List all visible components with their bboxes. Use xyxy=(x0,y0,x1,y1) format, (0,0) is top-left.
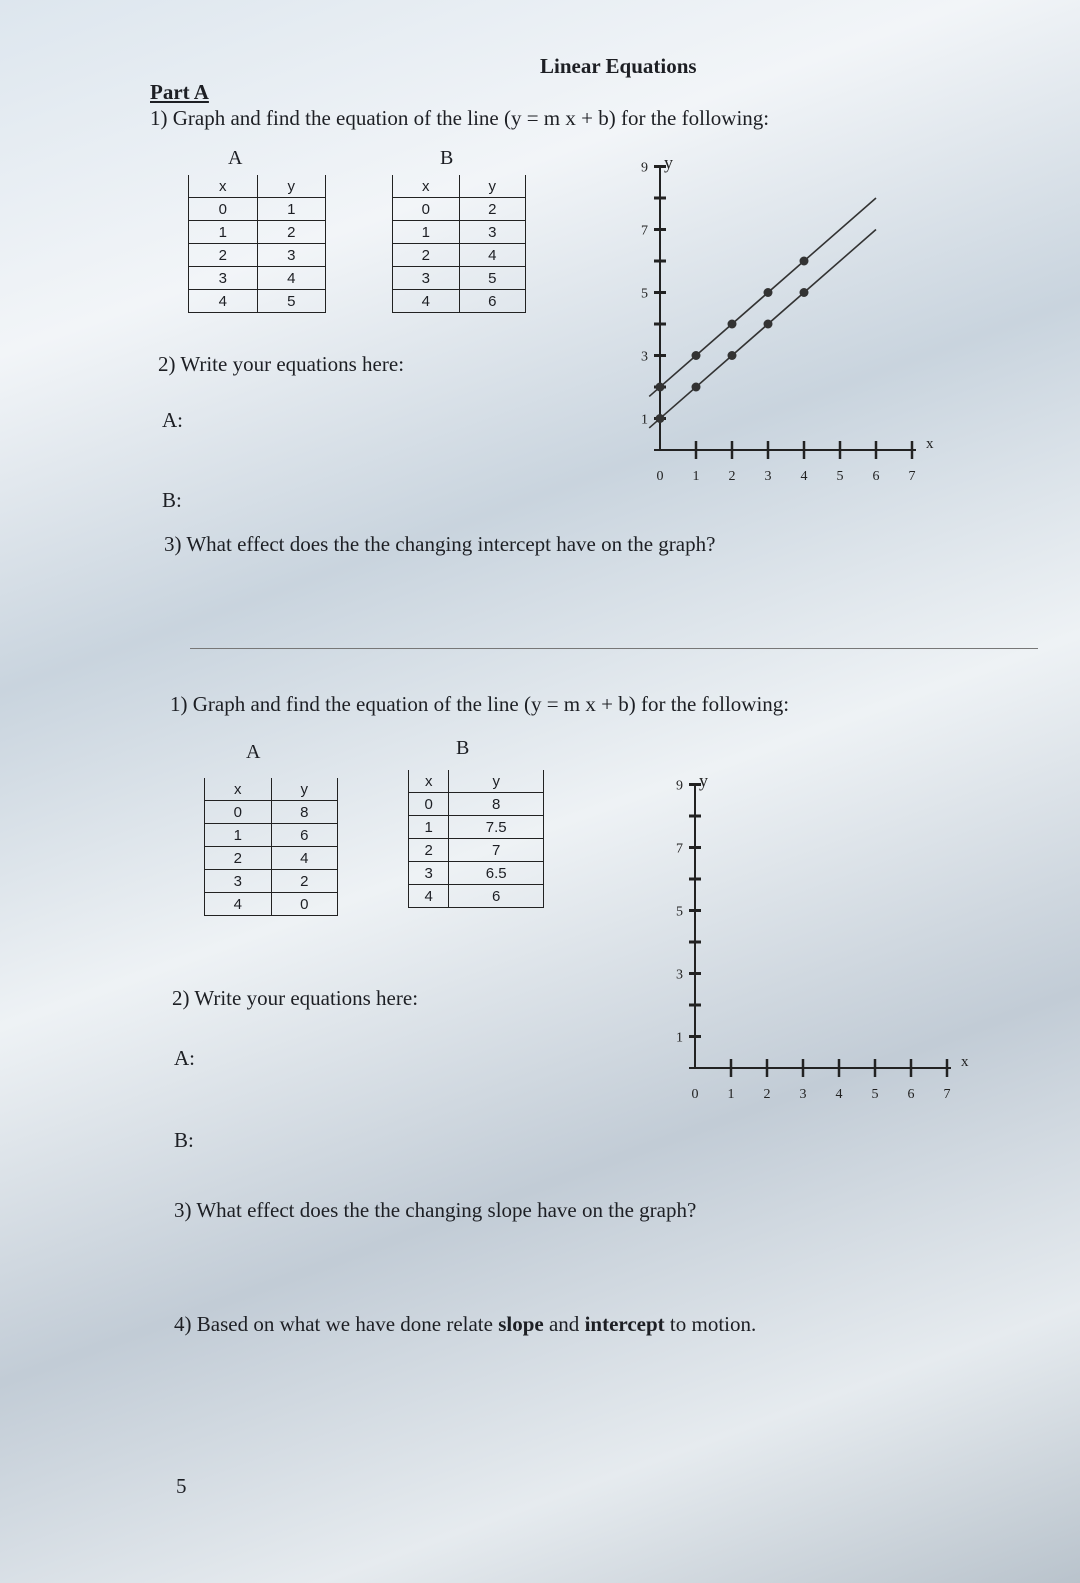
table-cell: 7 xyxy=(449,839,544,862)
x-tick-label: 2 xyxy=(728,469,736,484)
part-heading: Part A xyxy=(150,80,209,104)
table-cell: 2 xyxy=(409,839,449,862)
table-cell: 7.5 xyxy=(449,816,544,839)
s1-question-2: 2) Write your equations here: xyxy=(158,352,405,376)
x-tick-label: 1 xyxy=(692,469,700,484)
table-cell: 6.5 xyxy=(449,862,544,885)
column-header: y xyxy=(459,175,526,198)
s2-answer-a-label: A: xyxy=(174,1046,195,1070)
page-title: Linear Equations xyxy=(540,54,697,78)
table-row xyxy=(409,885,544,908)
table-cell: 5 xyxy=(459,267,526,290)
s1-table-a-label: A xyxy=(228,147,243,169)
x-tick-label: 4 xyxy=(835,1087,843,1102)
table-cell: 0 xyxy=(189,198,258,221)
column-header: x xyxy=(393,175,460,198)
table-row xyxy=(189,221,326,244)
table-row xyxy=(393,244,526,267)
table-cell: 8 xyxy=(449,793,544,816)
x-tick-label: 0 xyxy=(691,1087,699,1102)
table-cell: 4 xyxy=(205,893,272,916)
table-cell: 2 xyxy=(257,221,326,244)
data-point xyxy=(656,414,665,423)
table-cell: 1 xyxy=(257,198,326,221)
s1-graph xyxy=(615,150,945,495)
table-cell: 3 xyxy=(459,221,526,244)
table-row xyxy=(189,198,326,221)
x-axis-label: x xyxy=(961,1054,969,1070)
table-cell: 6 xyxy=(271,824,338,847)
y-tick-label: 5 xyxy=(641,286,648,302)
s2-q4-intercept: intercept xyxy=(584,1312,665,1336)
table-row xyxy=(189,244,326,267)
table-row xyxy=(205,801,338,824)
table-cell: 1 xyxy=(189,221,258,244)
y-axis-label: y xyxy=(699,770,708,791)
table-cell: 3 xyxy=(393,267,460,290)
table-row xyxy=(189,267,326,290)
table-cell: 4 xyxy=(271,847,338,870)
s2-question-3: 3) What effect does the the changing slope have on the graph? xyxy=(174,1198,697,1222)
s2-question-4 xyxy=(174,1312,756,1337)
table-row xyxy=(409,839,544,862)
table-row xyxy=(205,847,338,870)
s2-graph xyxy=(650,768,990,1123)
table-header-row xyxy=(205,778,338,801)
table-cell: 0 xyxy=(409,793,449,816)
s2-answer-b-label: B: xyxy=(174,1128,194,1152)
s1-table-a xyxy=(188,175,326,313)
table-cell: 1 xyxy=(393,221,460,244)
s2-q4-suffix: to motion. xyxy=(664,1312,757,1336)
column-header: y xyxy=(257,175,326,198)
table-header-row xyxy=(393,175,526,198)
column-header: x xyxy=(189,175,258,198)
section-divider xyxy=(190,648,1038,649)
table-row xyxy=(409,862,544,885)
x-tick-label: 5 xyxy=(871,1087,879,1102)
table-cell: 5 xyxy=(257,290,326,313)
data-point xyxy=(800,257,809,266)
data-point xyxy=(800,288,809,297)
data-point xyxy=(656,383,665,392)
y-axis-label: y xyxy=(664,152,673,173)
x-tick-label: 6 xyxy=(872,469,880,484)
column-header: x xyxy=(409,770,449,793)
table-row xyxy=(189,290,326,313)
column-header: y xyxy=(271,778,338,801)
table-cell: 6 xyxy=(449,885,544,908)
s2-table-b xyxy=(408,770,544,908)
x-tick-label: 2 xyxy=(763,1087,771,1102)
x-tick-label: 3 xyxy=(799,1087,807,1102)
x-tick-label: 0 xyxy=(656,469,664,484)
s2-question-2: 2) Write your equations here: xyxy=(172,986,419,1010)
column-header: x xyxy=(205,778,272,801)
table-cell: 2 xyxy=(459,198,526,221)
s1-question-1: 1) Graph and find the equation of the line (y = m x + b) for the following: xyxy=(150,106,770,130)
y-tick-label: 3 xyxy=(676,967,683,983)
x-tick-label: 3 xyxy=(764,469,772,484)
data-point xyxy=(728,351,737,360)
table-cell: 0 xyxy=(271,893,338,916)
table-cell: 6 xyxy=(459,290,526,313)
s2-q4-prefix: 4) Based on what we have done relate xyxy=(174,1312,499,1336)
s1-table-b-label: B xyxy=(440,147,454,169)
s1-answer-a-label: A: xyxy=(162,408,183,432)
table-cell: 4 xyxy=(257,267,326,290)
table-row xyxy=(205,870,338,893)
table-cell: 2 xyxy=(271,870,338,893)
table-row xyxy=(393,267,526,290)
x-tick-label: 7 xyxy=(943,1087,951,1102)
table-cell: 4 xyxy=(459,244,526,267)
table-row xyxy=(409,816,544,839)
x-tick-label: 6 xyxy=(907,1087,915,1102)
table-cell: 2 xyxy=(393,244,460,267)
s2-question-1: 1) Graph and find the equation of the line (y = m x + b) for the following: xyxy=(170,692,790,716)
x-tick-label: 1 xyxy=(727,1087,735,1102)
table-cell: 4 xyxy=(409,885,449,908)
table-row xyxy=(205,893,338,916)
table-header-row xyxy=(189,175,326,198)
s2-table-a-label: A xyxy=(246,741,261,763)
x-tick-label: 4 xyxy=(800,469,808,484)
table-cell: 3 xyxy=(257,244,326,267)
x-tick-label: 7 xyxy=(908,469,916,484)
data-point xyxy=(692,351,701,360)
table-row xyxy=(393,198,526,221)
data-point xyxy=(692,383,701,392)
table-cell: 1 xyxy=(409,816,449,839)
table-row xyxy=(393,221,526,244)
s2-table-b-label: B xyxy=(456,737,470,759)
table-row xyxy=(409,793,544,816)
graph-line-b xyxy=(649,198,876,396)
data-point xyxy=(764,288,773,297)
y-tick-label: 1 xyxy=(641,412,648,428)
table-cell: 3 xyxy=(409,862,449,885)
table-cell: 8 xyxy=(271,801,338,824)
table-row xyxy=(205,824,338,847)
table-cell: 2 xyxy=(189,244,258,267)
data-point xyxy=(728,320,737,329)
table-cell: 4 xyxy=(393,290,460,313)
table-cell: 1 xyxy=(205,824,272,847)
y-tick-label: 7 xyxy=(676,841,683,857)
s1-table-b xyxy=(392,175,526,313)
table-header-row xyxy=(409,770,544,793)
y-tick-label: 5 xyxy=(676,904,683,920)
table-cell: 0 xyxy=(205,801,272,824)
table-cell: 4 xyxy=(189,290,258,313)
x-axis-label: x xyxy=(926,436,934,452)
s1-question-3: 3) What effect does the the changing intercept have on the graph? xyxy=(164,532,716,556)
column-header: y xyxy=(449,770,544,793)
s2-q4-slope: slope xyxy=(498,1312,544,1336)
data-point xyxy=(764,320,773,329)
x-tick-label: 5 xyxy=(836,469,844,484)
table-row xyxy=(393,290,526,313)
table-cell: 0 xyxy=(393,198,460,221)
y-tick-label: 9 xyxy=(676,778,683,794)
page-number: 5 xyxy=(176,1474,187,1498)
table-cell: 3 xyxy=(205,870,272,893)
s1-answer-b-label: B: xyxy=(162,488,182,512)
y-tick-label: 3 xyxy=(641,349,648,365)
y-tick-label: 1 xyxy=(676,1030,683,1046)
s2-q4-mid: and xyxy=(543,1312,585,1336)
y-tick-label: 9 xyxy=(641,160,648,176)
y-tick-label: 7 xyxy=(641,223,648,239)
graph-line-a xyxy=(649,230,876,428)
table-cell: 3 xyxy=(189,267,258,290)
table-cell: 2 xyxy=(205,847,272,870)
s2-table-a xyxy=(204,778,338,916)
